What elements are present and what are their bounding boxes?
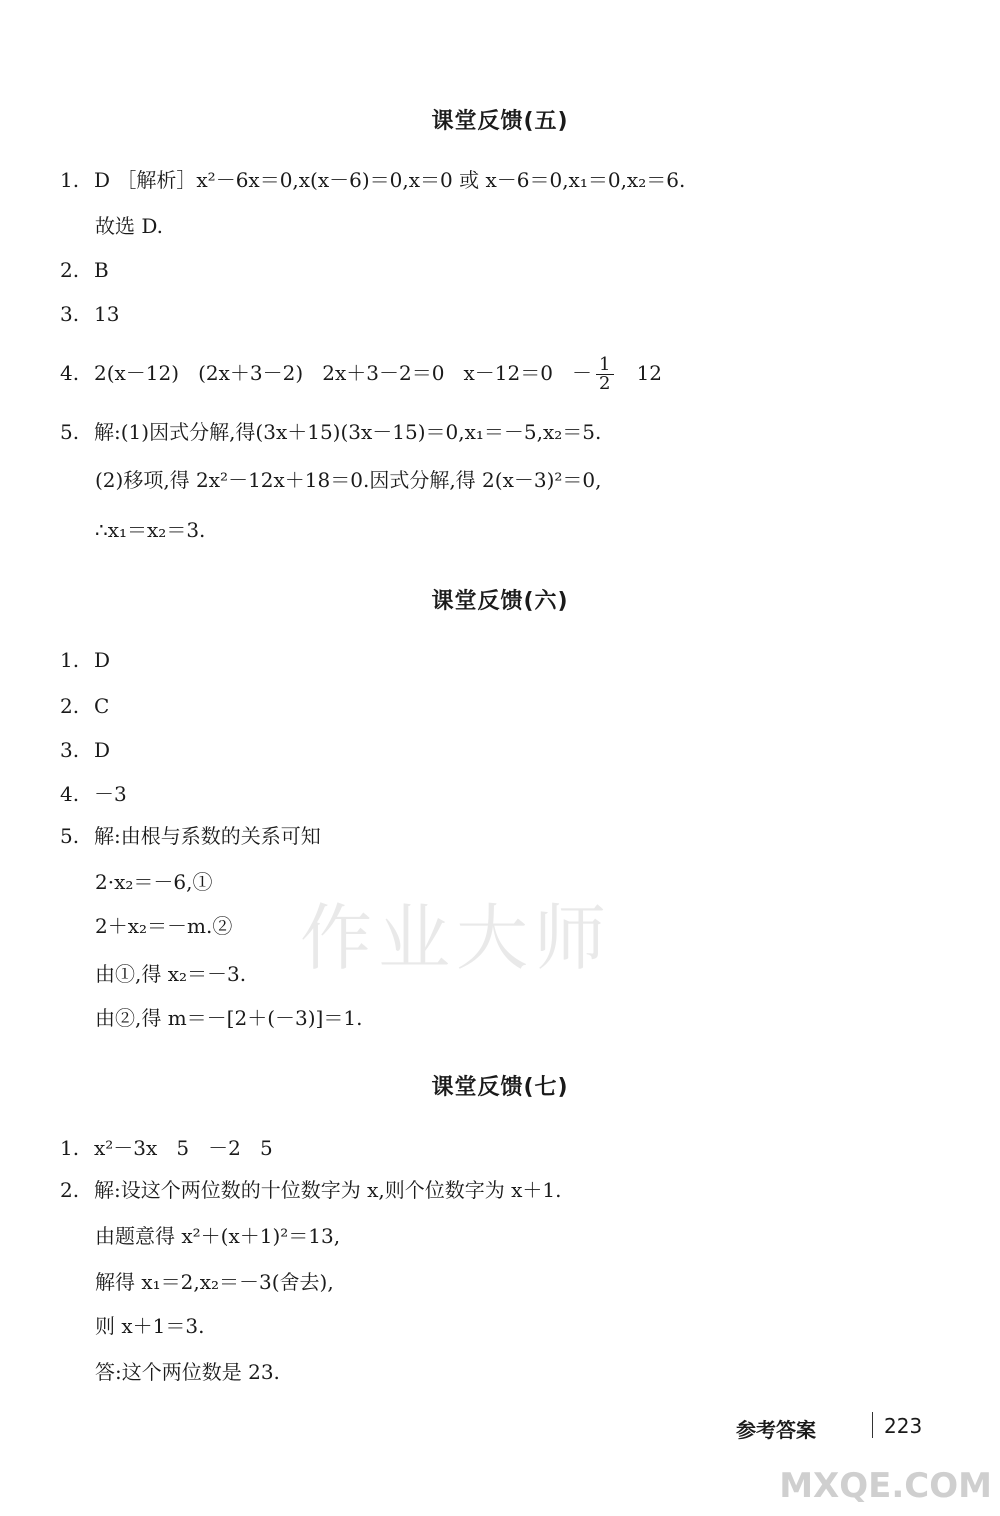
- footer-divider: [872, 1412, 873, 1438]
- answer-7-1: 1. x²－3x 5 －2 5: [60, 1136, 273, 1160]
- answer-6-5-eq2: 2＋x₂＝－m.②: [95, 914, 233, 938]
- answer-5-4: 4. 2(x－12) (2x＋3－2) 2x＋3－2＝0 x－12＝0 － $\frac{1}{2}$ 12: [60, 354, 663, 394]
- answer-5-3: 3. 13: [60, 302, 120, 326]
- answer-6-2: 2. C: [60, 694, 110, 718]
- answer-6-5: 5. 解:由根与系数的关系可知: [60, 824, 321, 848]
- section-title-5: 课堂反馈(五): [431, 109, 569, 134]
- answer-6-5-step2: 由②,得 m＝－[2＋(－3)]＝1.: [95, 1006, 363, 1030]
- answer-5-1: 1. D ［解析］x²－6x＝0,x(x－6)＝0,x＝0 或 x－6＝0,x₁＝0,x₂＝6.: [60, 168, 686, 192]
- answer-7-2-solve: 解得 x₁＝2,x₂＝－3(舍去),: [95, 1270, 334, 1294]
- answer-7-2-then: 则 x＋1＝3.: [95, 1314, 205, 1338]
- answer-7-2: 2. 解:设这个两位数的十位数字为 x,则个位数字为 x＋1.: [60, 1178, 562, 1202]
- answer-7-2-answer: 答:这个两位数是 23.: [95, 1360, 280, 1384]
- answer-6-3: 3. D: [60, 738, 111, 762]
- answer-5-5-result: ∴x₁＝x₂＝3.: [95, 518, 206, 542]
- answer-6-5-step1: 由①,得 x₂＝－3.: [95, 962, 247, 986]
- answer-6-4: 4. －3: [60, 782, 127, 806]
- fraction: $\frac{1}{2}$: [596, 356, 613, 393]
- answer-5-5: 5. 解:(1)因式分解,得(3x＋15)(3x－15)＝0,x₁＝－5,x₂＝5.: [60, 420, 602, 444]
- answer-6-5-eq1: 2·x₂＝－6,①: [95, 870, 213, 894]
- answer-5-1-cont: 故选 D.: [95, 214, 164, 238]
- watermark: 作业大师: [300, 896, 613, 980]
- section-title-7: 课堂反馈(七): [431, 1075, 569, 1100]
- section-title-6: 课堂反馈(六): [431, 589, 569, 614]
- answer-6-1: 1. D: [60, 648, 111, 672]
- answer-7-2-eq: 由题意得 x²＋(x＋1)²＝13,: [95, 1224, 341, 1248]
- corner-watermark: MXQE.COM: [779, 1466, 992, 1506]
- page-number: 223: [884, 1414, 923, 1438]
- answer-5-2: 2. B: [60, 258, 109, 282]
- answer-5-5-step2: (2)移项,得 2x²－12x＋18＝0.因式分解,得 2(x－3)²＝0,: [95, 468, 602, 492]
- footer-label: 参考答案: [736, 1418, 816, 1442]
